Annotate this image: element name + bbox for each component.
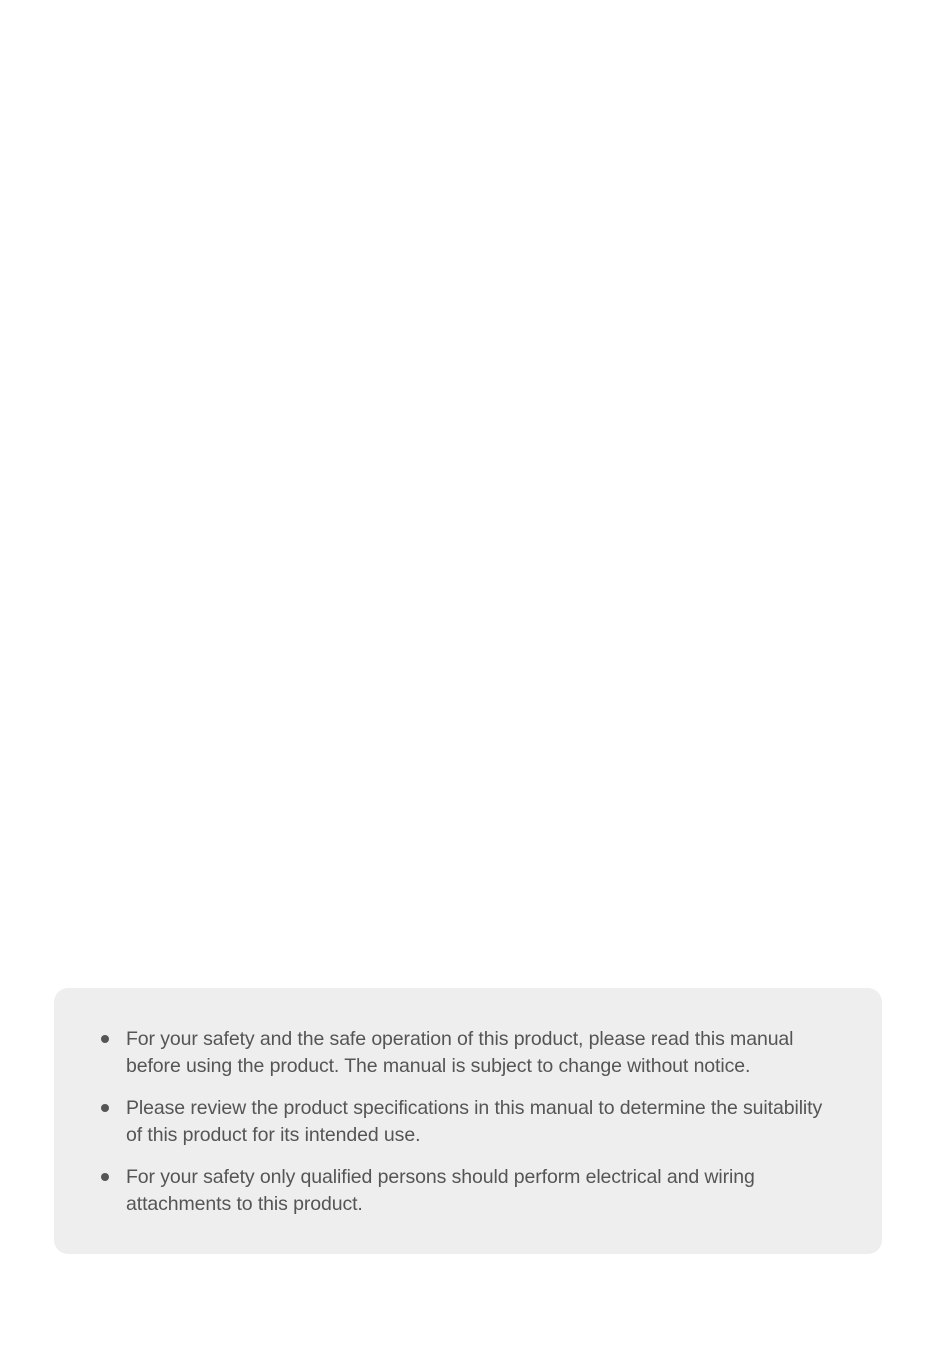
notice-item-read-manual: [98, 1026, 842, 1080]
notice-item-qualified-persons: [98, 1164, 842, 1218]
bullet-icon: [101, 1173, 109, 1181]
bullet-icon: [101, 1104, 109, 1112]
safety-notice-list: [98, 1026, 842, 1218]
safety-notice-box: [54, 988, 882, 1254]
bullet-icon: [101, 1035, 109, 1043]
notice-item-text: For your safety and the safe operation of this product, please read this manual before using the product. The manual is subject to change without notice.: [126, 1028, 794, 1077]
notice-item-review-specs: [98, 1095, 842, 1149]
notice-item-text: Please review the product specifications in this manual to determine the suitability of this product for its intended use.: [126, 1097, 823, 1146]
notice-item-text: For your safety only qualified persons should perform electrical and wiring attachments to this product.: [126, 1166, 755, 1215]
